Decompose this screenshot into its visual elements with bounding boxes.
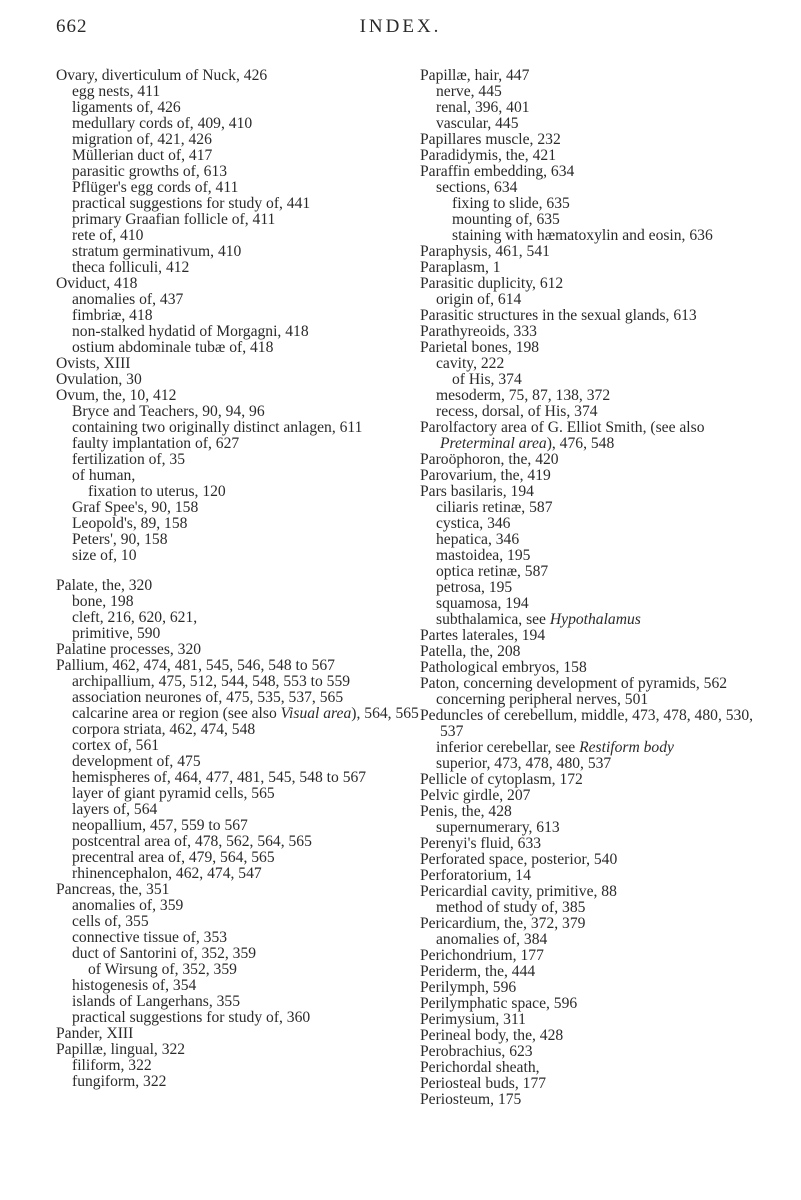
index-subentry [56, 340, 428, 356]
index-entry [56, 882, 428, 898]
index-subentry [420, 372, 765, 388]
index-entry [420, 788, 765, 804]
entry-text: optica retinæ, 587 [436, 563, 549, 580]
entry-text: rete of, 410 [72, 227, 144, 244]
index-subentry [56, 594, 428, 610]
index-subentry [56, 212, 428, 228]
index-subentry [56, 1010, 428, 1026]
entry-text: Pars basilaris, 194 [420, 483, 534, 500]
index-subentry [56, 420, 428, 436]
index-entry [420, 852, 765, 868]
entry-text: size of, 10 [72, 547, 137, 564]
entry-text: Paraplasm, 1 [420, 259, 501, 276]
index-entry [420, 148, 765, 164]
index-entry [420, 772, 765, 788]
index-subentry [420, 516, 765, 532]
index-subentry [420, 900, 765, 916]
entry-text: Papillæ, hair, 447 [420, 67, 530, 84]
index-entry [56, 1026, 428, 1042]
entry-text: islands of Langerhans, 355 [72, 993, 241, 1010]
entry-text: fimbriæ, 418 [72, 307, 153, 324]
entry-text: Bryce and Teachers, 90, 94, 96 [72, 403, 265, 420]
entry-text: rhinencephalon, 462, 474, 547 [72, 865, 262, 882]
entry-text: mesoderm, 75, 87, 138, 372 [436, 387, 611, 404]
index-subentry [420, 116, 765, 132]
entry-text: Perenyi's fluid, 633 [420, 835, 542, 852]
index-subentry [56, 898, 428, 914]
entry-text: Pelvic girdle, 207 [420, 787, 531, 804]
index-subentry [56, 116, 428, 132]
index-subentry [56, 818, 428, 834]
entry-text: archipallium, 475, 512, 544, 548, 553 to 559 [72, 673, 351, 690]
index-entry [420, 468, 765, 484]
index-entry [420, 260, 765, 276]
index-subentry [56, 914, 428, 930]
index-subentry [56, 196, 428, 212]
entry-text: egg nests, 411 [72, 83, 161, 100]
index-subentry [56, 1058, 428, 1074]
index-subentry [56, 770, 428, 786]
index-entry [420, 628, 765, 644]
index-subentry [56, 866, 428, 882]
entry-text: petrosa, 195 [436, 579, 513, 596]
entry-text: hepatica, 346 [436, 531, 520, 548]
entry-text: migration of, 421, 426 [72, 131, 212, 148]
index-entry [420, 804, 765, 820]
index-entry [420, 676, 765, 692]
index-subentry [56, 404, 428, 420]
index-subentry [420, 228, 765, 244]
entry-text: Periderm, the, 444 [420, 963, 536, 980]
entry-text: Parathyreoids, 333 [420, 323, 537, 340]
entry-text: Pancreas, the, 351 [56, 881, 170, 898]
entry-text: Leopold's, 89, 158 [72, 515, 188, 532]
entry-text: cleft, 216, 620, 621, [72, 609, 198, 626]
entry-text: Parolfactory area of G. Elliot Smith, (see also [420, 419, 705, 436]
page-header [0, 16, 801, 46]
index-subentry [56, 834, 428, 850]
entry-text: development of, 475 [72, 753, 201, 770]
index-subentry [420, 692, 765, 708]
index-subentry [420, 548, 765, 564]
index-subentry [56, 292, 428, 308]
entry-text: precentral area of, 479, 564, 565 [72, 849, 275, 866]
entry-text: cortex of, 561 [72, 737, 160, 754]
index-subentry [420, 740, 765, 756]
entry-text: Parovarium, the, 419 [420, 467, 551, 484]
index-entry [420, 660, 765, 676]
entry-text-continued: ), 476, 548 [546, 435, 615, 452]
entry-text: Oviduct, 418 [56, 275, 138, 292]
index-subentry [56, 228, 428, 244]
entry-text: Peduncles of cerebellum, middle, 473, 478, 480, 530, 537 [420, 707, 754, 740]
entry-text: corpora striata, 462, 474, 548 [72, 721, 256, 738]
entry-text: parasitic growths of, 613 [72, 163, 228, 180]
entry-text: connective tissue of, 353 [72, 929, 228, 946]
entry-text: calcarine area or region (see also [72, 705, 281, 722]
index-subentry [420, 100, 765, 116]
entry-text: Ovulation, 30 [56, 371, 142, 388]
index-entry [420, 996, 765, 1012]
entry-text: Peters', 90, 158 [72, 531, 168, 548]
index-entry [420, 868, 765, 884]
entry-text: primary Graafian follicle of, 411 [72, 211, 276, 228]
index-subentry [56, 452, 428, 468]
entry-text: recess, dorsal, of His, 374 [436, 403, 598, 420]
index-subentry [56, 132, 428, 148]
entry-text: cystica, 346 [436, 515, 511, 532]
entry-text: Pander, XIII [56, 1025, 134, 1042]
index-entry [420, 276, 765, 292]
entry-text: sections, 634 [436, 179, 518, 196]
entry-text: duct of Santorini of, 352, 359 [72, 945, 257, 962]
index-subentry [420, 580, 765, 596]
index-entry [420, 484, 765, 500]
entry-text: of Wirsung of, 352, 359 [88, 961, 237, 978]
index-subentry [420, 292, 765, 308]
index-subentry [56, 244, 428, 260]
entry-text: histogenesis of, 354 [72, 977, 197, 994]
index-subentry [420, 84, 765, 100]
index-entry [420, 132, 765, 148]
page-number: 662 [56, 16, 88, 37]
entry-text: mastoidea, 195 [436, 547, 531, 564]
index-subentry [56, 180, 428, 196]
entry-text: subthalamica, see [436, 611, 550, 628]
index-entry [56, 658, 428, 674]
index-entry [56, 276, 428, 292]
entry-text: Pellicle of cytoplasm, 172 [420, 771, 583, 788]
entry-text: ligaments of, 426 [72, 99, 181, 116]
entry-text: Partes laterales, 194 [420, 627, 546, 644]
index-subentry [56, 260, 428, 276]
index-subentry [56, 468, 428, 484]
entry-text: Müllerian duct of, 417 [72, 147, 213, 164]
index-entry [420, 308, 765, 324]
entry-text: Perilymph, 596 [420, 979, 517, 996]
index-entry [420, 708, 765, 740]
entry-text: concerning peripheral nerves, 501 [436, 691, 649, 708]
entry-text: fungiform, 322 [72, 1073, 167, 1090]
index-subentry [420, 500, 765, 516]
index-subentry [56, 626, 428, 642]
index-subentry [56, 548, 428, 564]
entry-text: Graf Spee's, 90, 158 [72, 499, 199, 516]
section-gap [56, 564, 428, 578]
entry-text: cells of, 355 [72, 913, 149, 930]
index-entry [56, 388, 428, 404]
entry-text: filiform, 322 [72, 1057, 152, 1074]
entry-text: layer of giant pyramid cells, 565 [72, 785, 275, 802]
entry-text: ciliaris retinæ, 587 [436, 499, 553, 516]
index-subentry [420, 212, 765, 228]
index-subentry [56, 850, 428, 866]
index-subentry [420, 820, 765, 836]
entry-text: Pericardium, the, 372, 379 [420, 915, 586, 932]
index-entry [420, 916, 765, 932]
entry-text: layers of, 564 [72, 801, 158, 818]
index-subentry [56, 962, 428, 978]
entry-text: neopallium, 457, 559 to 567 [72, 817, 248, 834]
index-subentry [56, 516, 428, 532]
index-subentry [56, 610, 428, 626]
index-subentry [56, 484, 428, 500]
index-column-right [420, 68, 765, 1108]
index-entry [56, 68, 428, 84]
index-entry [420, 884, 765, 900]
entry-text: ostium abdominale tubæ of, 418 [72, 339, 274, 356]
index-subentry [56, 324, 428, 340]
index-entry [420, 164, 765, 180]
index-entry [420, 948, 765, 964]
entry-text: Paraffin embedding, 634 [420, 163, 575, 180]
index-subentry [56, 532, 428, 548]
index-subentry [56, 754, 428, 770]
entry-text: Paraphysis, 461, 541 [420, 243, 550, 260]
running-title: INDEX. [359, 16, 442, 37]
index-subentry [56, 500, 428, 516]
entry-text: Ovum, the, 10, 412 [56, 387, 177, 404]
entry-text: stratum germinativum, 410 [72, 243, 242, 260]
entry-cross-reference: Hypothalamus [549, 611, 641, 628]
index-entry [420, 1044, 765, 1060]
entry-text: Paroöphoron, the, 420 [420, 451, 559, 468]
index-entry [56, 372, 428, 388]
index-subentry [56, 690, 428, 706]
entry-text: Parasitic structures in the sexual glands, 613 [420, 307, 697, 324]
entry-text: Ovists, XIII [56, 355, 131, 372]
entry-text: Perimysium, 311 [420, 1011, 526, 1028]
entry-text: faulty implantation of, 627 [72, 435, 240, 452]
index-subentry [56, 722, 428, 738]
index-subentry [56, 930, 428, 946]
index-entry [420, 644, 765, 660]
entry-text: bone, 198 [72, 593, 134, 610]
entry-cross-reference: Preterminal area [440, 435, 547, 452]
entry-text: Pericardial cavity, primitive, 88 [420, 883, 617, 900]
index-subentry [56, 674, 428, 690]
index-entry [420, 452, 765, 468]
entry-text: anomalies of, 437 [72, 291, 184, 308]
entry-text: anomalies of, 359 [72, 897, 184, 914]
entry-text: superior, 473, 478, 480, 537 [436, 755, 612, 772]
index-subentry [420, 388, 765, 404]
index-entry [56, 578, 428, 594]
entry-text: vascular, 445 [436, 115, 519, 132]
entry-text: of His, 374 [452, 371, 522, 388]
entry-text-continued: ), 564, 565 [351, 705, 419, 722]
index-subentry [56, 100, 428, 116]
index-subentry [420, 932, 765, 948]
entry-text: cavity, 222 [436, 355, 505, 372]
entry-text: practical suggestions for study of, 441 [72, 195, 311, 212]
index-subentry [420, 356, 765, 372]
entry-text: supernumerary, 613 [436, 819, 560, 836]
index-subentry [56, 978, 428, 994]
index-entry [420, 420, 765, 452]
index-subentry [420, 756, 765, 772]
entry-text: renal, 396, 401 [436, 99, 530, 116]
index-subentry [56, 706, 428, 722]
index-column-left [56, 68, 428, 1090]
index-subentry [56, 84, 428, 100]
entry-text: Perichordal sheath, [420, 1059, 540, 1076]
entry-text: Ovary, diverticulum of Nuck, 426 [56, 67, 268, 84]
entry-text: Periosteal buds, 177 [420, 1075, 547, 1092]
index-entry [56, 356, 428, 372]
entry-text: Papillæ, lingual, 322 [56, 1041, 186, 1058]
index-entry [56, 1042, 428, 1058]
index-entry [420, 1092, 765, 1108]
index-entry [420, 1060, 765, 1076]
entry-text: method of study of, 385 [436, 899, 586, 916]
index-entry [420, 324, 765, 340]
entry-cross-reference: Visual area [280, 705, 352, 722]
index-entry [420, 836, 765, 852]
index-subentry [56, 164, 428, 180]
entry-text: Perobrachius, 623 [420, 1043, 533, 1060]
index-subentry [420, 196, 765, 212]
entry-text: fixing to slide, 635 [452, 195, 570, 212]
entry-text: Parietal bones, 198 [420, 339, 540, 356]
index-subentry [56, 786, 428, 802]
index-entry [420, 980, 765, 996]
entry-text: primitive, 590 [72, 625, 161, 642]
entry-text: Papillares muscle, 232 [420, 131, 561, 148]
index-subentry [56, 436, 428, 452]
entry-text: of human, [72, 467, 136, 484]
index-subentry [420, 596, 765, 612]
index-entry [420, 964, 765, 980]
entry-text: Pflüger's egg cords of, 411 [72, 179, 239, 196]
entry-text: nerve, 445 [436, 83, 502, 100]
entry-text: Perilymphatic space, 596 [420, 995, 578, 1012]
entry-text: Palate, the, 320 [56, 577, 153, 594]
index-subentry [56, 802, 428, 818]
entry-text: Palatine processes, 320 [56, 641, 202, 658]
entry-text: Periosteum, 175 [420, 1091, 522, 1108]
index-subentry [420, 180, 765, 196]
entry-text: inferior cerebellar, see [436, 739, 580, 756]
entry-text: non-stalked hydatid of Morgagni, 418 [72, 323, 309, 340]
entry-text: staining with hæmatoxylin and eosin, 636 [452, 227, 713, 244]
entry-text: Pathological embryos, 158 [420, 659, 587, 676]
index-subentry [56, 148, 428, 164]
entry-text: practical suggestions for study of, 360 [72, 1009, 311, 1026]
entry-text: anomalies of, 384 [436, 931, 548, 948]
index-subentry [56, 946, 428, 962]
index-entry [420, 244, 765, 260]
index-subentry [420, 532, 765, 548]
index-entry [420, 340, 765, 356]
entry-text: fixation to uterus, 120 [88, 483, 226, 500]
index-subentry [56, 308, 428, 324]
entry-text: Paton, concerning development of pyramids, 562 [420, 675, 728, 692]
entry-text: postcentral area of, 478, 562, 564, 565 [72, 833, 312, 850]
index-entry [420, 68, 765, 84]
entry-text: squamosa, 194 [436, 595, 529, 612]
entry-text: medullary cords of, 409, 410 [72, 115, 253, 132]
index-entry [420, 1076, 765, 1092]
index-entry [420, 1012, 765, 1028]
entry-text: theca folliculi, 412 [72, 259, 190, 276]
entry-text: Perichondrium, 177 [420, 947, 544, 964]
index-subentry [56, 738, 428, 754]
entry-text: Perineal body, the, 428 [420, 1027, 564, 1044]
entry-cross-reference: Restiform body [579, 739, 674, 756]
entry-text: hemispheres of, 464, 477, 481, 545, 548 to 567 [72, 769, 367, 786]
entry-text: association neurones of, 475, 535, 537, 565 [72, 689, 344, 706]
index-subentry [56, 994, 428, 1010]
index-subentry [420, 612, 765, 628]
entry-text: containing two originally distinct anlagen, 611 [72, 419, 363, 436]
entry-text: Paradidymis, the, 421 [420, 147, 556, 164]
entry-text: Penis, the, 428 [420, 803, 512, 820]
index-entry [56, 642, 428, 658]
entry-text: Patella, the, 208 [420, 643, 521, 660]
index-subentry [56, 1074, 428, 1090]
index-entry [420, 1028, 765, 1044]
index-subentry [420, 404, 765, 420]
entry-text: origin of, 614 [436, 291, 522, 308]
entry-text: Perforatorium, 14 [420, 867, 531, 884]
entry-text: fertilization of, 35 [72, 451, 186, 468]
entry-text: Parasitic duplicity, 612 [420, 275, 564, 292]
entry-text: Perforated space, posterior, 540 [420, 851, 618, 868]
entry-text: mounting of, 635 [452, 211, 560, 228]
index-subentry [420, 564, 765, 580]
entry-text: Pallium, 462, 474, 481, 545, 546, 548 to 567 [56, 657, 335, 674]
